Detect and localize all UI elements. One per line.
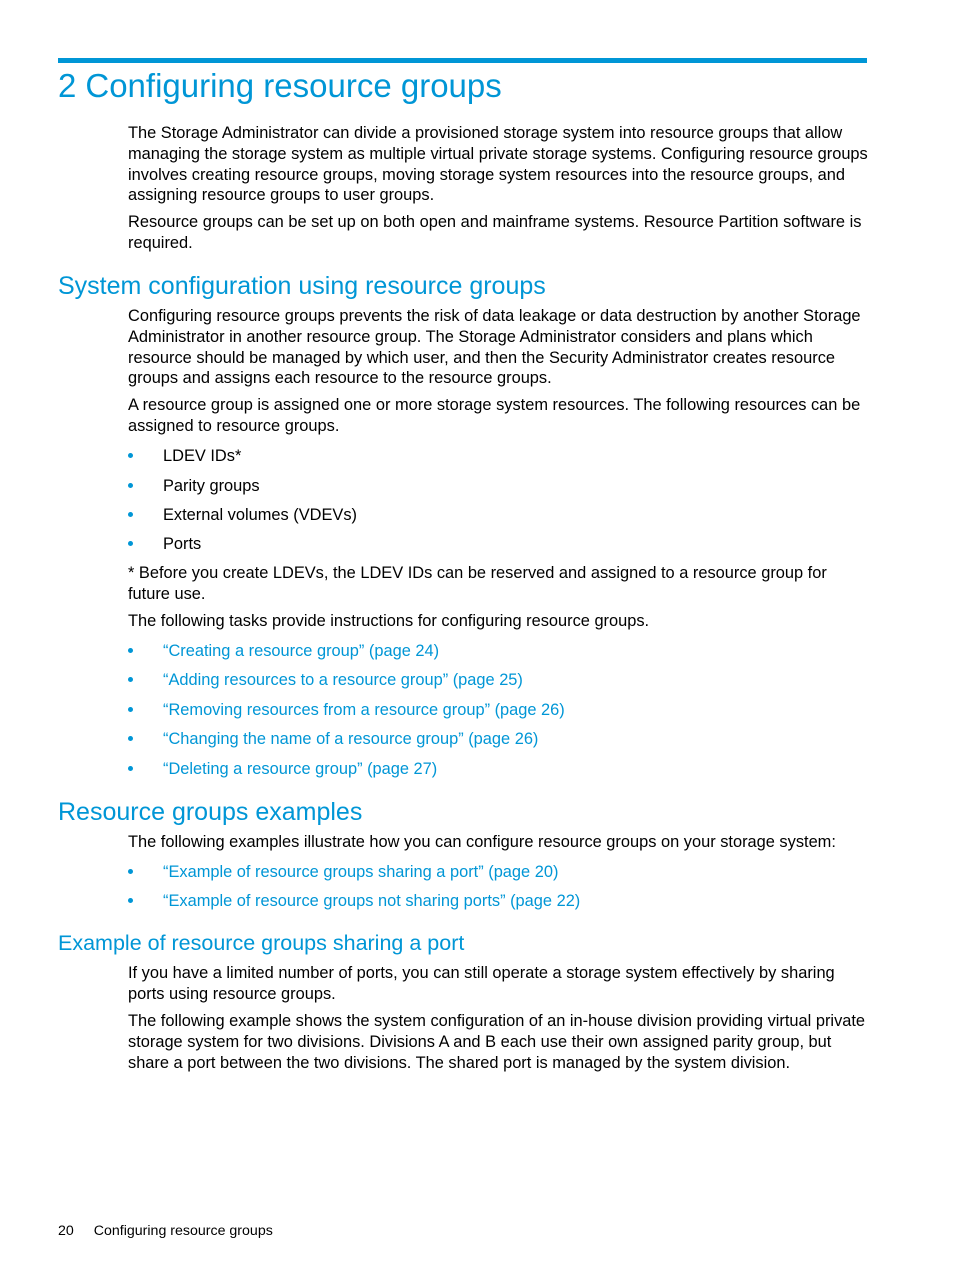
system-config-paragraph-2: A resource group is assigned one or more storage system resources. The following resources can be assigned to resource groups.	[128, 396, 861, 435]
bullet-icon	[128, 869, 133, 874]
bullet-icon	[128, 541, 133, 546]
intro-paragraph-2: Resource groups can be set up on both open and mainframe systems. Resource Partition software is required.	[128, 213, 862, 252]
bullet-icon	[128, 766, 133, 771]
sharing-port-paragraph-2: The following example shows the system configuration of an in-house division providing virtual private storage system for two divisions. Divisions A and B each use their own assigned parity group, but share a port between the two divisions. The shared port is managed by the system division.	[128, 1012, 866, 1072]
intro-paragraph-1: The Storage Administrator can divide a provisioned storage system into resource groups that allow managing the storage system as multiple virtual private storage systems. Configuring resource groups involves creating resource groups, moving storage system resources into the resource groups, and assigning resource groups to user groups.	[128, 124, 868, 205]
section-heading-system-configuration: System configuration using resource groups	[58, 272, 546, 300]
examples-intro: The following examples illustrate how you can configure resource groups on your storage system:	[128, 833, 836, 851]
chapter-top-rule	[58, 58, 867, 63]
sharing-port-paragraph-1: If you have a limited number of ports, you can still operate a storage system effectively by sharing ports using resource groups.	[128, 964, 835, 1003]
footer-chapter-title: Configuring resource groups	[93, 1223, 273, 1239]
footer-page-number: 20	[58, 1223, 74, 1239]
tasks-intro: The following tasks provide instructions for configuring resource groups.	[128, 612, 650, 630]
example-link-not-sharing-ports[interactable]: “Example of resource groups not sharing ports” (page 22)	[163, 892, 581, 910]
bullet-icon	[128, 736, 133, 741]
section-heading-examples: Resource groups examples	[58, 798, 363, 826]
task-link-adding-resources[interactable]: “Adding resources to a resource group” (page 25)	[163, 671, 523, 689]
bullet-icon	[128, 453, 133, 458]
bullet-icon	[128, 677, 133, 682]
example-link-sharing-port[interactable]: “Example of resource groups sharing a port” (page 20)	[163, 863, 559, 881]
chapter-title-text: Configuring resource groups	[85, 67, 502, 104]
bullet-icon	[128, 483, 133, 488]
chapter-title	[58, 64, 502, 108]
page-footer	[58, 1222, 273, 1240]
ldev-footnote: * Before you create LDEVs, the LDEV IDs can be reserved and assigned to a resource group for future use.	[128, 564, 827, 603]
bullet-icon	[128, 512, 133, 517]
system-config-paragraph-1: Configuring resource groups prevents the risk of data leakage or data destruction by another Storage Administrator in another resource group. The Storage Administrator considers and plans which resource should be managed by which user, and then the Security Administrator creates resource groups and assigns each resource to the resource groups.	[128, 307, 861, 388]
bullet-icon	[128, 898, 133, 903]
chapter-number: 2	[58, 67, 77, 104]
bullet-icon	[128, 707, 133, 712]
subsection-heading-sharing-port: Example of resource groups sharing a port	[58, 931, 465, 955]
task-link-removing-resources[interactable]: “Removing resources from a resource group” (page 26)	[163, 701, 565, 719]
bullet-icon	[128, 648, 133, 653]
task-link-creating-resource-group[interactable]: “Creating a resource group” (page 24)	[163, 642, 440, 660]
task-link-changing-name[interactable]: “Changing the name of a resource group” (page 26)	[163, 730, 539, 748]
task-link-deleting-resource-group[interactable]: “Deleting a resource group” (page 27)	[163, 760, 438, 778]
